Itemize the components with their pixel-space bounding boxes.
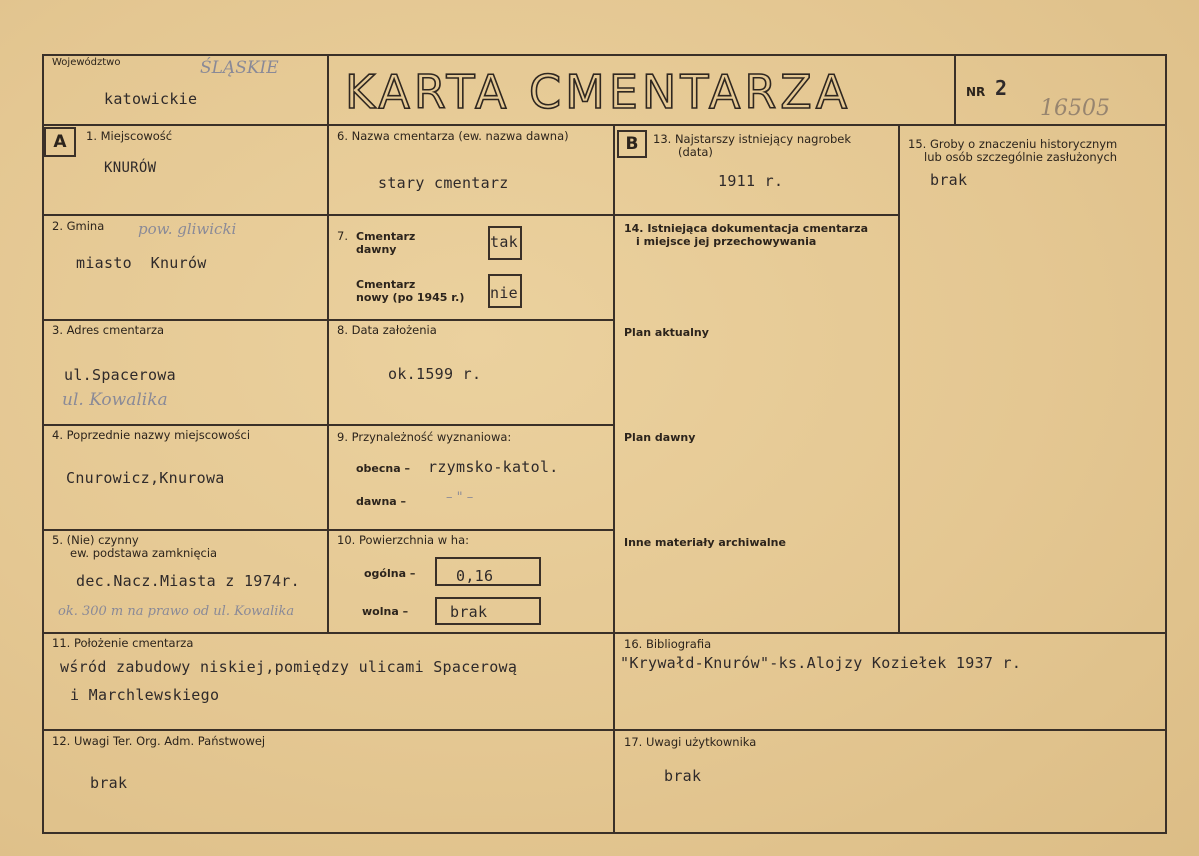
f4-value: Cnurowicz,Knurowa <box>66 469 225 487</box>
f13-label-line2: (data) <box>678 145 713 159</box>
f3-label: 3. Adres cmentarza <box>52 323 165 337</box>
f2-handwritten: pow. gliwicki <box>138 220 237 238</box>
f17-label: 17. Uwagi użytkownika <box>624 735 757 749</box>
f7-dawny-value: tak <box>490 233 518 251</box>
f15-label-line2: lub osób szczególnie zasłużonych <box>924 150 1118 164</box>
f7-dawny-label: Cmentarz <box>356 230 416 243</box>
divider <box>42 319 614 321</box>
f7-nowy-label-line2: nowy (po 1945 r.) <box>356 291 465 304</box>
f10-ogolna-value: 0,16 <box>456 567 494 585</box>
f11-value-line2: i Marchlewskiego <box>70 686 220 704</box>
f7-nowy-value: nie <box>490 284 518 302</box>
f5-label-line2: ew. podstawa zamknięcia <box>70 546 218 560</box>
nr-handwritten: 16505 <box>1040 96 1110 121</box>
f9-obecna-value: rzymsko-katol. <box>428 458 559 476</box>
f16-label: 16. Bibliografia <box>624 637 712 651</box>
f1-value: KNURÓW <box>104 160 157 176</box>
nr-label: NR <box>966 85 986 99</box>
divider <box>42 632 1167 634</box>
f14-plan-aktualny: Plan aktualny <box>624 326 709 339</box>
f11-value: wśród zabudowy niskiej,pomiędzy ulicami Spacerową <box>60 658 518 676</box>
wojewodztwo-label: Województwo <box>52 57 121 68</box>
section-b-marker: B <box>617 130 647 158</box>
f6-value: stary cmentarz <box>378 174 509 192</box>
f5-label: 5. (Nie) czynny <box>52 533 139 547</box>
card-title: KARTA CMENTARZA <box>345 65 852 119</box>
f10-wolna-value: brak <box>450 603 488 621</box>
divider <box>42 214 614 216</box>
f2-value: miasto Knurów <box>76 254 207 272</box>
f10-label: 10. Powierzchnia w ha: <box>337 533 470 547</box>
f5-handwritten: ok. 300 m na prawo od ul. Kowalika <box>58 604 295 619</box>
f6-label: 6. Nazwa cmentarza (ew. nazwa dawna) <box>337 129 569 143</box>
divider <box>42 424 614 426</box>
f14-inne: Inne materiały archiwalne <box>624 536 786 549</box>
f9-obecna-label: obecna – <box>356 462 410 475</box>
f12-label: 12. Uwagi Ter. Org. Adm. Państwowej <box>52 734 266 748</box>
divider <box>954 54 956 126</box>
wojewodztwo-value: katowickie <box>104 90 198 108</box>
f14-plan-dawny: Plan dawny <box>624 431 696 444</box>
f15-label: 15. Groby o znaczeniu historycznym <box>908 137 1118 151</box>
divider <box>42 729 1167 731</box>
f3-value: ul.Spacerowa <box>64 366 176 384</box>
f14-label: 14. Istniejąca dokumentacja cmentarza <box>624 222 869 235</box>
f11-label: 11. Położenie cmentarza <box>52 636 194 650</box>
divider <box>327 54 329 634</box>
f9-label: 9. Przynależność wyznaniowa: <box>337 430 512 444</box>
f1-label: 1. Miejscowość <box>86 129 173 143</box>
f4-label: 4. Poprzednie nazwy miejscowości <box>52 428 251 442</box>
f15-value: brak <box>930 171 968 189</box>
f14-label-line2: i miejsce jej przechowywania <box>636 235 817 248</box>
f10-ogolna-label: ogólna – <box>364 567 416 580</box>
f13-value: 1911 r. <box>718 172 784 190</box>
f8-label: 8. Data założenia <box>337 323 437 337</box>
nr-value: 2 <box>995 76 1008 100</box>
f12-value: brak <box>90 774 128 792</box>
f10-wolna-label: wolna – <box>362 605 409 618</box>
f16-value: "Krywałd-Knurów"-ks.Alojzy Koziełek 1937 r. <box>620 654 1022 672</box>
section-a-marker: A <box>44 127 76 157</box>
f9-dawna-value: – " – <box>446 490 474 505</box>
wojewodztwo-handwritten: ŚLĄSKIE <box>200 58 279 78</box>
f9-dawna-label: dawna – <box>356 495 407 508</box>
f8-value: ok.1599 r. <box>388 365 482 383</box>
f5-value: dec.Nacz.Miasta z 1974r. <box>76 572 300 590</box>
f7-nowy-label: Cmentarz <box>356 278 416 291</box>
f2-label: 2. Gmina <box>52 219 105 233</box>
f13-label: 13. Najstarszy istniejący nagrobek <box>653 132 852 146</box>
f7-label: 7. <box>337 229 348 243</box>
divider <box>42 124 1167 126</box>
divider <box>613 214 899 216</box>
f7-dawny-label-line2: dawny <box>356 243 397 256</box>
f3-handwritten: ul. Kowalika <box>62 390 168 410</box>
card-frame <box>42 54 1167 834</box>
divider <box>898 124 900 634</box>
f17-value: brak <box>664 767 702 785</box>
divider <box>42 529 614 531</box>
divider <box>613 124 615 834</box>
